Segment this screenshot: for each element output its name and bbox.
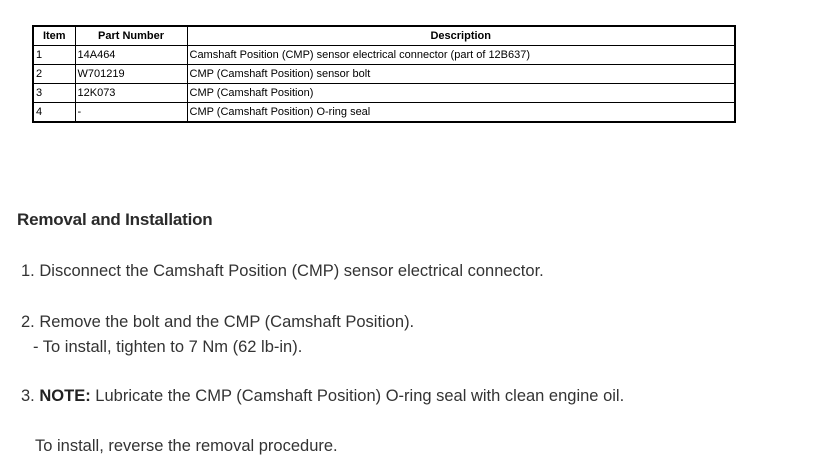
step-number: 3. [21,387,35,405]
cell-description: CMP (Camshaft Position) [187,84,735,103]
step-text: Remove the bolt and the CMP (Camshaft Position). [39,313,415,331]
step-number: 1. [21,262,35,280]
cell-item: 1 [33,46,75,65]
cell-item: 3 [33,84,75,103]
step-1 [21,260,544,282]
header-item: Item [33,26,75,46]
parts-table [32,25,736,123]
table-header-row [33,26,735,46]
table-row [33,65,735,84]
table-row [33,103,735,123]
cell-part-number: - [75,103,187,123]
step-text: Lubricate the CMP (Camshaft Position) O-ring seal with clean engine oil. [95,387,625,405]
header-description: Description [187,26,735,46]
cell-item: 4 [33,103,75,123]
header-part-number: Part Number [75,26,187,46]
step-2 [21,311,414,333]
note-label: NOTE: [39,387,91,405]
cell-part-number: 12K073 [75,84,187,103]
step-3 [21,385,624,407]
step-2-substep: - To install, tighten to 7 Nm (62 lb-in). [33,338,303,356]
cell-description: CMP (Camshaft Position) sensor bolt [187,65,735,84]
step-text: Disconnect the Camshaft Position (CMP) sensor electrical connector. [39,262,544,280]
table-row [33,84,735,103]
cell-item: 2 [33,65,75,84]
cell-part-number: W701219 [75,65,187,84]
step-number: 2. [21,313,35,331]
trailing-instruction: To install, reverse the removal procedure. [35,437,338,455]
cell-description: CMP (Camshaft Position) O-ring seal [187,103,735,123]
table-row [33,46,735,65]
section-heading: Removal and Installation [17,210,213,229]
cell-description: Camshaft Position (CMP) sensor electrical connector (part of 12B637) [187,46,735,65]
cell-part-number: 14A464 [75,46,187,65]
